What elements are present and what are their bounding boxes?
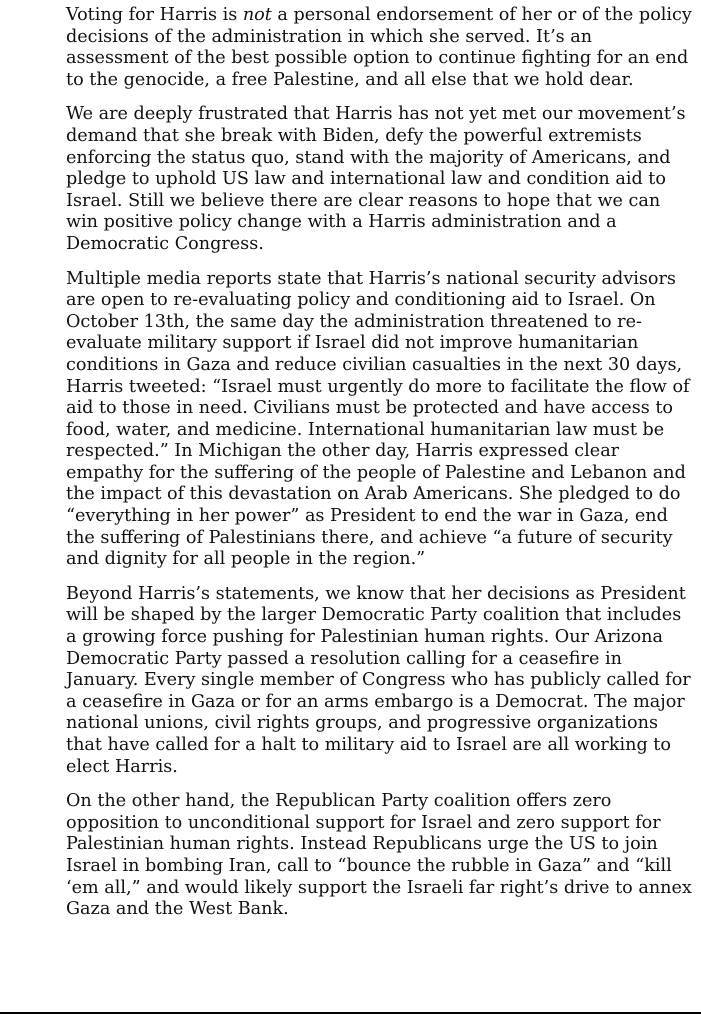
paragraph-1 xyxy=(66,5,696,91)
paragraph-1-text-cont: a personal endorsement of her or of the policy decisions of the administration in which she served. It’s an assessment of the best possible option to continue fighting for an end to the genocide, a free Palestine, and all else that we hold dear. xyxy=(66,5,692,90)
bottom-divider xyxy=(0,1012,701,1014)
paragraph-5-text: On the other hand, the Republican Party coalition offers zero opposition to unconditional support for Israel and zero support for Palestinian human rights. Instead Republicans urge the US to join Israel in bombing Iran, call to “bounce the rubble in Gaza” and “kill ‘em all,” and would likely support the Israeli far right’s drive to annex Gaza and the West Bank. xyxy=(66,791,692,920)
paragraph-1-emphasis: not xyxy=(242,5,272,25)
paragraph-1-text: Voting for Harris is xyxy=(66,5,243,25)
document-body xyxy=(66,5,696,934)
paragraph-2 xyxy=(66,104,696,255)
paragraph-3 xyxy=(66,269,696,571)
paragraph-5 xyxy=(66,791,696,921)
paragraph-4-text: Beyond Harris’s statements, we know that her decisions as President will be shaped by the larger Democratic Party coalition that includes a growing force pushing for Palestinian human rights. Our Arizona Democratic Party passed a resolution calling for a ceasefire in January. Every single member of Congress who has publicly called for a ceasefire in Gaza or for an arms embargo is a Democrat. The major national unions, civil rights groups, and progressive organizations that have called for a halt to military aid to Israel are all working to elect Harris. xyxy=(66,583,691,777)
paragraph-3-text: Multiple media reports state that Harris’s national security advisors are open to re-evaluating policy and conditioning aid to Israel. On October 13th, the same day the administration threatened to re-evaluate military support if Israel did not improve humanitarian conditions in Gaza and reduce civilian casualties in the next 30 days, Harris tweeted: “Israel must urgently do more to facilitate the flow of aid to those in need. Civilians must be protected and have access to food, water, and medicine. International humanitarian law must be respected.” In Michigan the other day, Harris expressed clear empathy for the suffering of the people of Palestine and Lebanon and the impact of this devastation on Arab Americans. She pledged to do “everything in her power” as President to end the war in Gaza, end the suffering of Palestinians there, and achieve “a future of security and dignity for all people in the region.” xyxy=(66,268,690,570)
paragraph-2-text: We are deeply frustrated that Harris has not yet met our movement’s demand that she break with Biden, defy the powerful extremists enforcing the status quo, stand with the majority of Americans, and pledge to uphold US law and international law and condition aid to Israel. Still we believe there are clear reasons to hope that we can win positive policy change with a Harris administration and a Democratic Congress. xyxy=(66,104,686,254)
paragraph-4 xyxy=(66,584,696,778)
